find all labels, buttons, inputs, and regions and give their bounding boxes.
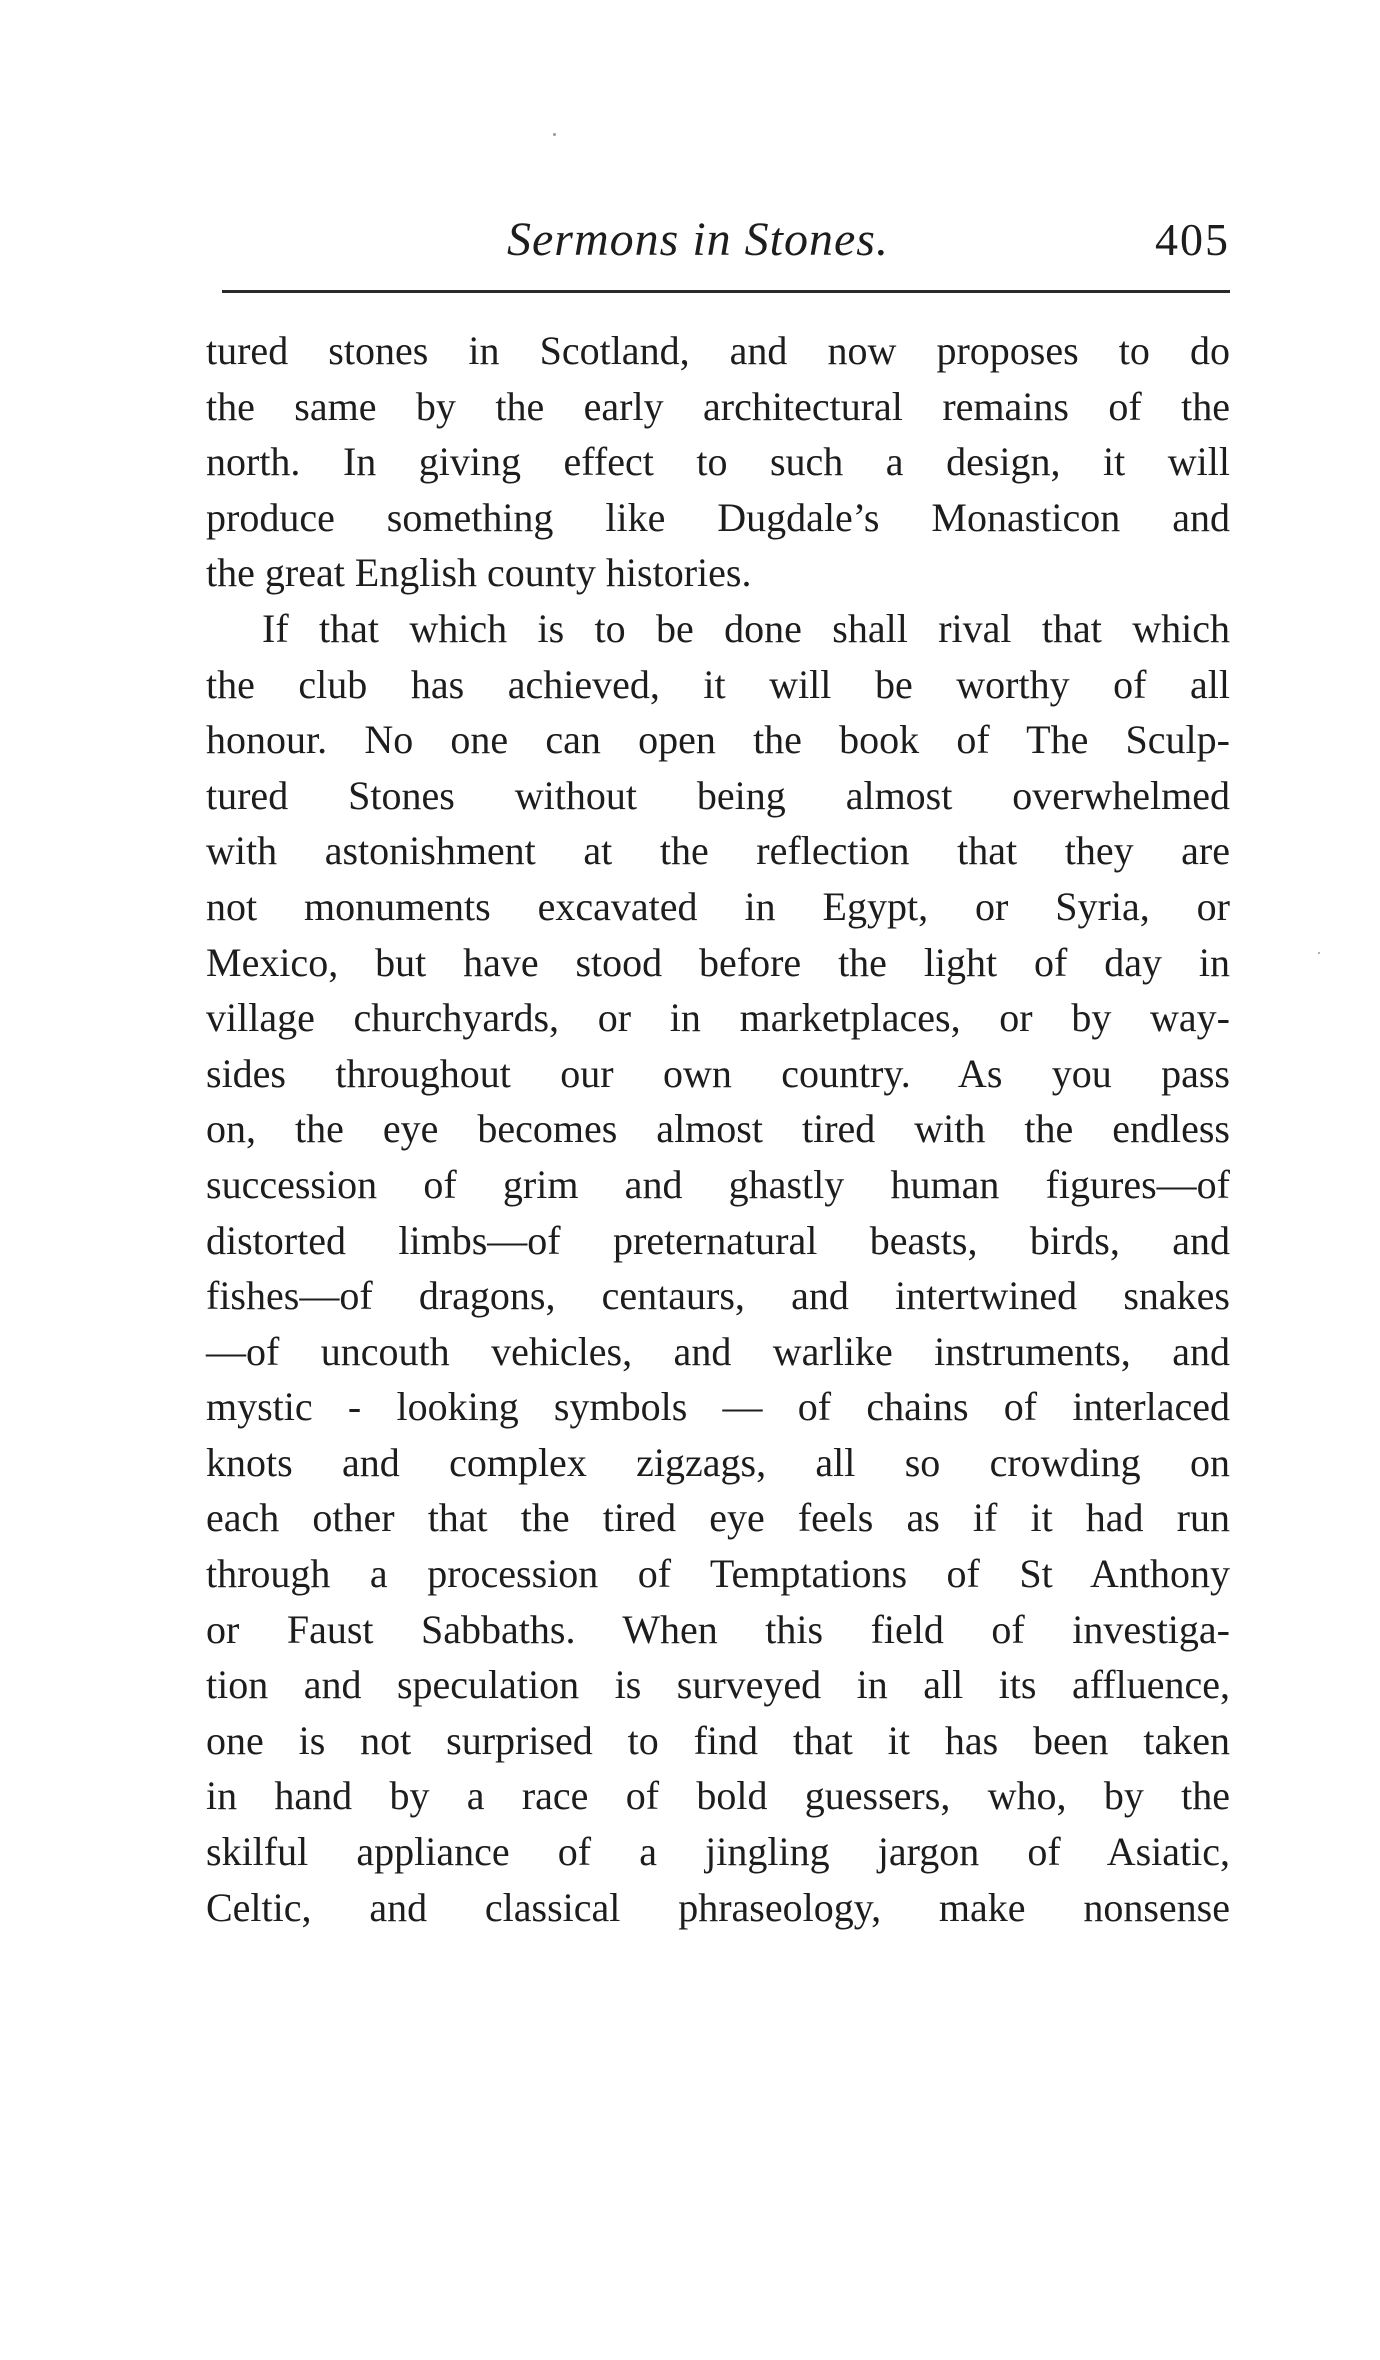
text-line: one is not surprised to find that it has been taken bbox=[206, 1717, 1230, 1763]
page-number: 405 bbox=[1155, 214, 1230, 265]
text-line: distorted limbs—of preternatural beasts, birds, and bbox=[206, 1217, 1230, 1263]
text-line: each other that the tired eye feels as if it had run bbox=[206, 1495, 1230, 1541]
body-text bbox=[206, 323, 1230, 1935]
text-line: the great English county histories. bbox=[206, 550, 752, 596]
paper-speck bbox=[553, 133, 556, 136]
text-line: in hand by a race of bold guessers, who, by the bbox=[206, 1773, 1230, 1819]
text-line: the club has achieved, it will be worthy of all bbox=[206, 661, 1230, 707]
text-line: succession of grim and ghastly human figures—of bbox=[206, 1161, 1230, 1207]
text-line: If that which is to be done shall rival that which bbox=[262, 605, 1230, 651]
text-line: sides throughout our own country. As you pass bbox=[206, 1050, 1230, 1096]
text-line: skilful appliance of a jingling jargon of Asiatic, bbox=[206, 1829, 1230, 1875]
text-line: mystic - looking symbols — of chains of interlaced bbox=[206, 1384, 1230, 1430]
text-line: Mexico, but have stood before the light of day in bbox=[206, 939, 1230, 985]
text-line: or Faust Sabbaths. When this field of investiga- bbox=[206, 1606, 1230, 1652]
text-line: on, the eye becomes almost tired with the endless bbox=[206, 1106, 1230, 1152]
text-line: produce something like Dugdale’s Monasticon and bbox=[206, 494, 1230, 540]
paragraph-2 bbox=[206, 601, 1230, 1935]
text-line: knots and complex zigzags, all so crowding on bbox=[206, 1439, 1230, 1485]
text-line: fishes—of dragons, centaurs, and intertwined snakes bbox=[206, 1273, 1230, 1319]
text-line: tured Stones without being almost overwhelmed bbox=[206, 772, 1230, 818]
text-line: —of uncouth vehicles, and warlike instruments, and bbox=[206, 1328, 1230, 1374]
text-line: with astonishment at the reflection that they are bbox=[206, 828, 1230, 874]
paper-speck bbox=[1318, 952, 1320, 954]
text-line: north. In giving effect to such a design, it will bbox=[206, 439, 1230, 485]
text-line: Celtic, and classical phraseology, make nonsense bbox=[206, 1884, 1230, 1930]
running-title: Sermons in Stones. bbox=[507, 213, 889, 266]
text-line: the same by the early architectural remains of the bbox=[206, 383, 1230, 429]
text-line: honour. No one can open the book of The Sculp- bbox=[206, 717, 1230, 763]
running-head bbox=[222, 200, 1230, 280]
header-rule bbox=[222, 290, 1230, 293]
text-line: not monuments excavated in Egypt, or Syria, or bbox=[206, 883, 1230, 929]
text-line: village churchyards, or in marketplaces, or by way- bbox=[206, 995, 1230, 1041]
paragraph-1 bbox=[206, 323, 1230, 601]
text-line: through a procession of Temptations of St Anthony bbox=[206, 1551, 1230, 1597]
text-line: tured stones in Scotland, and now proposes to do bbox=[206, 328, 1230, 373]
text-line: tion and speculation is surveyed in all its affluence, bbox=[206, 1662, 1230, 1708]
